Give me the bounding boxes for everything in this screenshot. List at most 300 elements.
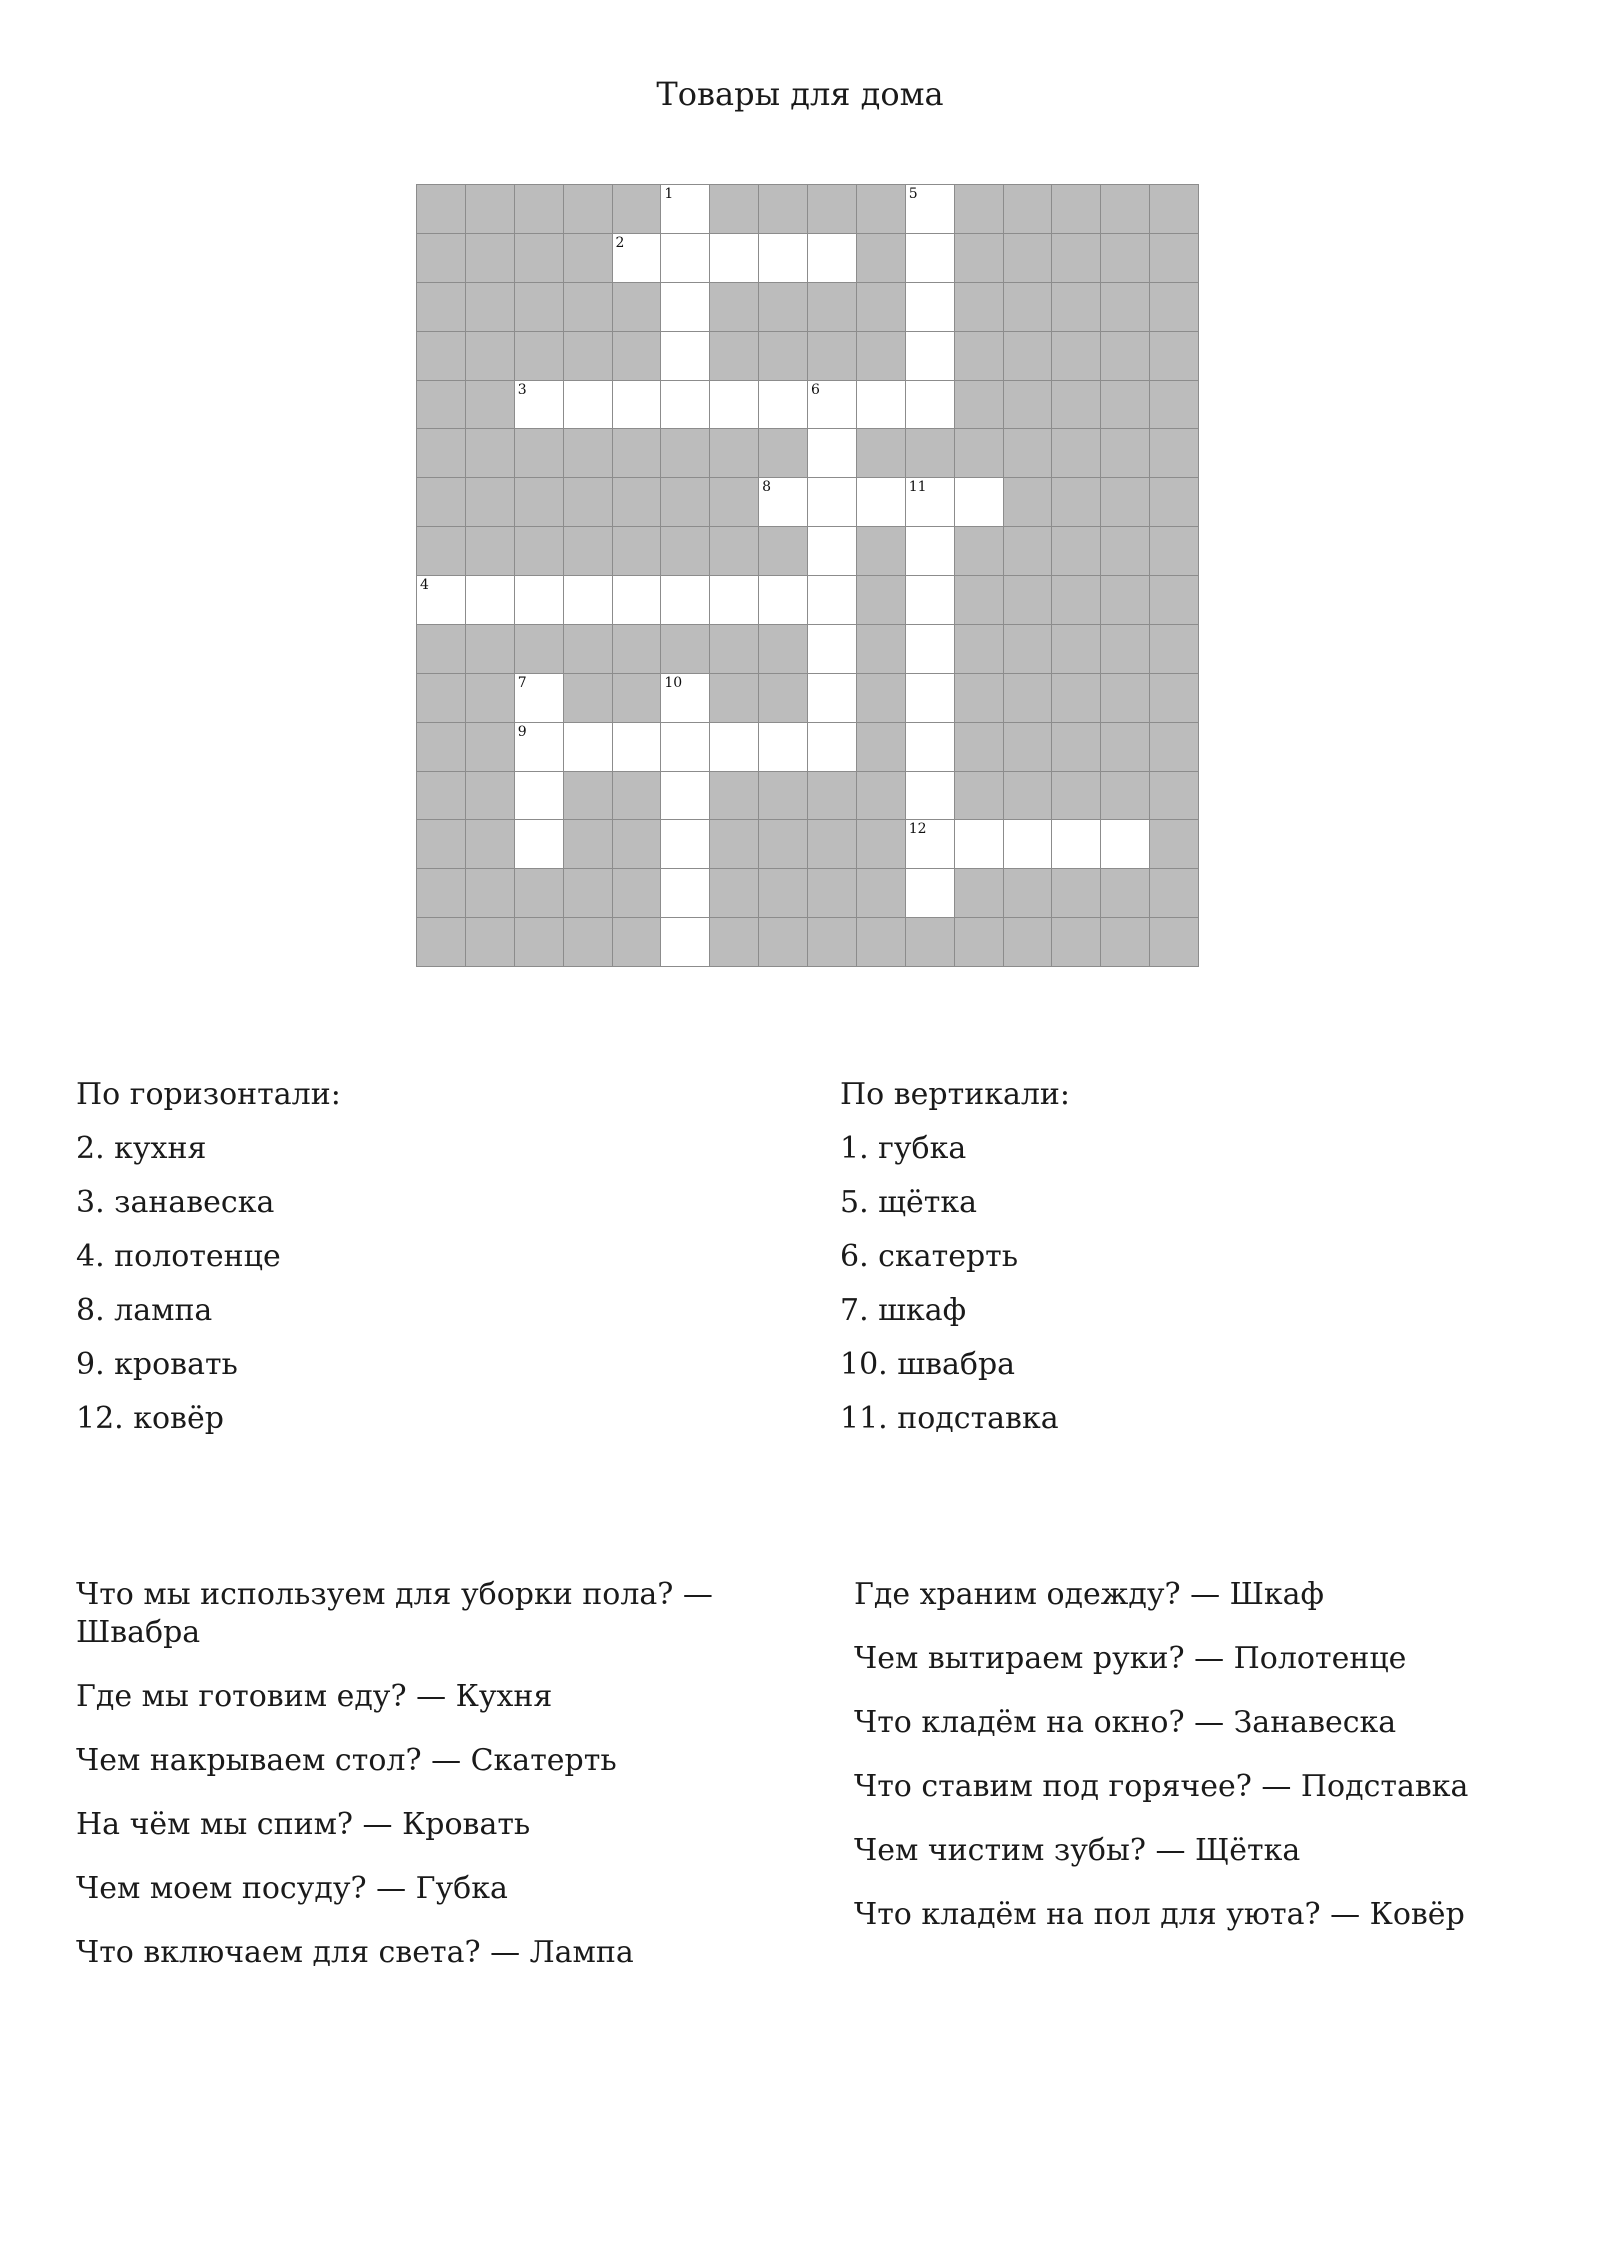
crossword-blocked-cell <box>955 429 1004 478</box>
crossword-blocked-cell <box>1101 918 1150 967</box>
crossword-blocked-cell <box>857 918 906 967</box>
crossword-blocked-cell <box>710 185 759 234</box>
crossword-cell[interactable] <box>808 527 857 576</box>
crossword-blocked-cell <box>1052 918 1101 967</box>
clue-number: 7 <box>517 674 527 691</box>
crossword-blocked-cell <box>857 576 906 625</box>
crossword-blocked-cell <box>955 674 1004 723</box>
crossword-cell[interactable] <box>955 820 1004 869</box>
crossword-blocked-cell <box>466 478 515 527</box>
crossword-blocked-cell <box>564 283 613 332</box>
crossword-cell[interactable] <box>515 381 564 430</box>
crossword-blocked-cell <box>759 332 808 381</box>
crossword-blocked-cell <box>857 820 906 869</box>
crossword-blocked-cell <box>613 478 662 527</box>
crossword-cell[interactable] <box>808 576 857 625</box>
crossword-blocked-cell <box>417 820 466 869</box>
crossword-cell[interactable] <box>613 576 662 625</box>
crossword-blocked-cell <box>1052 723 1101 772</box>
crossword-blocked-cell <box>1004 576 1053 625</box>
crossword-cell[interactable] <box>466 576 515 625</box>
crossword-blocked-cell <box>466 283 515 332</box>
crossword-blocked-cell <box>1101 576 1150 625</box>
crossword-cell[interactable] <box>906 381 955 430</box>
crossword-cell[interactable] <box>1052 820 1101 869</box>
crossword-blocked-cell <box>1150 527 1199 576</box>
crossword-blocked-cell <box>710 820 759 869</box>
crossword-cell[interactable] <box>661 332 710 381</box>
crossword-blocked-cell <box>1150 478 1199 527</box>
crossword-cell[interactable] <box>808 429 857 478</box>
crossword-cell[interactable] <box>759 381 808 430</box>
crossword-blocked-cell <box>857 772 906 821</box>
crossword-blocked-cell <box>808 185 857 234</box>
crossword-cell[interactable] <box>906 283 955 332</box>
crossword-cell[interactable] <box>1101 820 1150 869</box>
crossword-blocked-cell <box>466 674 515 723</box>
crossword-blocked-cell <box>417 772 466 821</box>
crossword-blocked-cell <box>1150 723 1199 772</box>
down-heading: По вертикали: <box>840 1077 1070 1112</box>
crossword-cell[interactable] <box>710 381 759 430</box>
crossword-blocked-cell <box>564 820 613 869</box>
crossword-cell[interactable] <box>661 185 710 234</box>
crossword-blocked-cell <box>564 674 613 723</box>
crossword-cell[interactable] <box>661 674 710 723</box>
crossword-cell[interactable] <box>808 723 857 772</box>
crossword-blocked-cell <box>1004 185 1053 234</box>
question-answer: Чем моем посуду? — Губка <box>76 1871 508 1906</box>
clue-number: 2 <box>615 234 625 251</box>
crossword-blocked-cell <box>515 429 564 478</box>
crossword-blocked-cell <box>466 332 515 381</box>
crossword-blocked-cell <box>1004 234 1053 283</box>
crossword-cell[interactable] <box>955 478 1004 527</box>
crossword-blocked-cell <box>613 625 662 674</box>
across-clue: 2. кухня <box>76 1131 207 1166</box>
crossword-cell[interactable] <box>515 820 564 869</box>
crossword-blocked-cell <box>759 918 808 967</box>
crossword-cell[interactable] <box>661 283 710 332</box>
clue-number: 11 <box>908 479 927 496</box>
crossword-blocked-cell <box>515 185 564 234</box>
questions-right <box>854 1576 1554 1960</box>
crossword-blocked-cell <box>417 381 466 430</box>
crossword-blocked-cell <box>417 185 466 234</box>
across-clue: 9. кровать <box>76 1347 238 1382</box>
crossword-cell[interactable] <box>564 576 613 625</box>
crossword-blocked-cell <box>1150 381 1199 430</box>
crossword-blocked-cell <box>564 234 613 283</box>
crossword-blocked-cell <box>710 429 759 478</box>
crossword-blocked-cell <box>1101 381 1150 430</box>
crossword-blocked-cell <box>1101 772 1150 821</box>
crossword-blocked-cell <box>515 625 564 674</box>
crossword-blocked-cell <box>466 820 515 869</box>
crossword-blocked-cell <box>955 625 1004 674</box>
crossword-blocked-cell <box>1150 283 1199 332</box>
crossword-blocked-cell <box>759 283 808 332</box>
crossword-blocked-cell <box>564 869 613 918</box>
crossword-cell[interactable] <box>564 381 613 430</box>
crossword-blocked-cell <box>564 772 613 821</box>
crossword-blocked-cell <box>1052 772 1101 821</box>
crossword-blocked-cell <box>955 723 1004 772</box>
crossword-blocked-cell <box>710 332 759 381</box>
crossword-blocked-cell <box>1052 576 1101 625</box>
crossword-blocked-cell <box>808 332 857 381</box>
crossword-blocked-cell <box>1052 381 1101 430</box>
crossword-cell[interactable] <box>613 234 662 283</box>
crossword-blocked-cell <box>710 869 759 918</box>
crossword-blocked-cell <box>417 869 466 918</box>
crossword-blocked-cell <box>710 527 759 576</box>
down-clue: 6. скатерть <box>840 1239 1019 1274</box>
crossword-blocked-cell <box>613 332 662 381</box>
crossword-blocked-cell <box>1150 772 1199 821</box>
crossword-cell[interactable] <box>759 234 808 283</box>
crossword-blocked-cell <box>1004 772 1053 821</box>
crossword-blocked-cell <box>1004 381 1053 430</box>
question-answer: Что кладём на окно? — Занавеска <box>854 1705 1397 1740</box>
crossword-blocked-cell <box>955 576 1004 625</box>
crossword-cell[interactable] <box>906 772 955 821</box>
crossword-blocked-cell <box>1150 869 1199 918</box>
crossword-blocked-cell <box>1004 674 1053 723</box>
crossword-blocked-cell <box>808 869 857 918</box>
crossword-blocked-cell <box>857 185 906 234</box>
crossword-grid <box>416 184 1199 967</box>
crossword-cell[interactable] <box>710 576 759 625</box>
crossword-blocked-cell <box>1052 674 1101 723</box>
crossword-blocked-cell <box>1101 332 1150 381</box>
crossword-blocked-cell <box>1052 527 1101 576</box>
crossword-blocked-cell <box>466 918 515 967</box>
crossword-blocked-cell <box>1101 527 1150 576</box>
crossword-cell[interactable] <box>759 478 808 527</box>
crossword-blocked-cell <box>515 869 564 918</box>
crossword-cell[interactable] <box>710 723 759 772</box>
crossword-blocked-cell <box>759 527 808 576</box>
crossword-blocked-cell <box>955 772 1004 821</box>
crossword-blocked-cell <box>857 283 906 332</box>
down-clue: 10. швабра <box>840 1347 1016 1382</box>
crossword-cell[interactable] <box>906 869 955 918</box>
crossword-blocked-cell <box>564 918 613 967</box>
crossword-cell[interactable] <box>661 869 710 918</box>
crossword-blocked-cell <box>564 185 613 234</box>
crossword-blocked-cell <box>1004 918 1053 967</box>
crossword-blocked-cell <box>613 674 662 723</box>
crossword-blocked-cell <box>417 527 466 576</box>
crossword-blocked-cell <box>466 185 515 234</box>
down-list <box>840 1122 1070 1446</box>
crossword-cell[interactable] <box>661 772 710 821</box>
crossword-blocked-cell <box>466 869 515 918</box>
crossword-blocked-cell <box>759 185 808 234</box>
crossword-cell[interactable] <box>759 723 808 772</box>
clue-number: 3 <box>517 381 527 398</box>
crossword-blocked-cell <box>417 478 466 527</box>
crossword-blocked-cell <box>1150 429 1199 478</box>
crossword-blocked-cell <box>1150 576 1199 625</box>
crossword-blocked-cell <box>759 820 808 869</box>
crossword-blocked-cell <box>613 869 662 918</box>
crossword-blocked-cell <box>710 918 759 967</box>
crossword-blocked-cell <box>857 332 906 381</box>
crossword-cell[interactable] <box>857 381 906 430</box>
crossword-blocked-cell <box>1101 429 1150 478</box>
crossword-cell[interactable] <box>661 234 710 283</box>
crossword-blocked-cell <box>466 625 515 674</box>
across-clue: 12. ковёр <box>76 1401 224 1436</box>
crossword-cell[interactable] <box>906 576 955 625</box>
crossword-cell[interactable] <box>906 478 955 527</box>
crossword-blocked-cell <box>1004 723 1053 772</box>
across-heading: По горизонтали: <box>76 1077 341 1112</box>
crossword-blocked-cell <box>955 283 1004 332</box>
question-answer: Что кладём на пол для уюта? — Ковёр <box>854 1897 1465 1932</box>
crossword-blocked-cell <box>466 429 515 478</box>
crossword-blocked-cell <box>955 332 1004 381</box>
crossword-cell[interactable] <box>613 723 662 772</box>
crossword-blocked-cell <box>857 527 906 576</box>
across-list <box>76 1122 341 1446</box>
question-answer: Чем чистим зубы? — Щётка <box>854 1833 1301 1868</box>
crossword-blocked-cell <box>613 772 662 821</box>
down-clue: 7. шкаф <box>840 1293 967 1328</box>
clue-number: 10 <box>664 674 683 691</box>
crossword-cell[interactable] <box>710 234 759 283</box>
crossword-blocked-cell <box>1101 869 1150 918</box>
crossword-blocked-cell <box>857 234 906 283</box>
crossword-blocked-cell <box>466 381 515 430</box>
clue-number: 4 <box>420 577 429 593</box>
crossword-blocked-cell <box>857 723 906 772</box>
crossword-blocked-cell <box>710 478 759 527</box>
crossword-blocked-cell <box>857 429 906 478</box>
crossword-blocked-cell <box>1101 723 1150 772</box>
crossword-blocked-cell <box>1052 234 1101 283</box>
crossword-blocked-cell <box>808 772 857 821</box>
crossword-blocked-cell <box>564 625 613 674</box>
down-clue: 1. губка <box>840 1131 967 1166</box>
crossword-cell[interactable] <box>613 381 662 430</box>
crossword-cell[interactable] <box>857 478 906 527</box>
crossword-cell[interactable] <box>759 576 808 625</box>
crossword-cell[interactable] <box>906 332 955 381</box>
crossword-blocked-cell <box>1004 527 1053 576</box>
crossword-cell[interactable] <box>661 918 710 967</box>
question-answer: Что мы используем для уборки пола? — Швабра <box>76 1577 713 1650</box>
crossword-blocked-cell <box>515 478 564 527</box>
crossword-blocked-cell <box>1150 332 1199 381</box>
crossword-blocked-cell <box>1101 625 1150 674</box>
crossword-blocked-cell <box>466 723 515 772</box>
crossword-blocked-cell <box>759 772 808 821</box>
crossword-blocked-cell <box>759 429 808 478</box>
crossword-blocked-cell <box>661 429 710 478</box>
crossword-blocked-cell <box>613 429 662 478</box>
crossword-blocked-cell <box>564 332 613 381</box>
crossword-blocked-cell <box>759 674 808 723</box>
question-answer: Где мы готовим еду? — Кухня <box>76 1679 553 1714</box>
crossword-cell[interactable] <box>906 674 955 723</box>
crossword-blocked-cell <box>1150 234 1199 283</box>
crossword-blocked-cell <box>466 234 515 283</box>
crossword-cell[interactable] <box>906 625 955 674</box>
across-clue: 8. лампа <box>76 1293 213 1328</box>
crossword-blocked-cell <box>1004 869 1053 918</box>
crossword-blocked-cell <box>515 332 564 381</box>
crossword-blocked-cell <box>808 820 857 869</box>
crossword-blocked-cell <box>710 772 759 821</box>
crossword-blocked-cell <box>1101 478 1150 527</box>
crossword-blocked-cell <box>613 185 662 234</box>
crossword-cell[interactable] <box>515 576 564 625</box>
crossword-blocked-cell <box>1101 283 1150 332</box>
crossword-blocked-cell <box>1052 625 1101 674</box>
crossword-blocked-cell <box>1004 429 1053 478</box>
crossword-blocked-cell <box>613 527 662 576</box>
crossword-blocked-cell <box>1101 234 1150 283</box>
crossword-blocked-cell <box>613 820 662 869</box>
crossword-cell[interactable] <box>417 576 466 625</box>
down-clue: 11. подставка <box>840 1401 1059 1436</box>
crossword-cell[interactable] <box>906 527 955 576</box>
crossword-blocked-cell <box>955 185 1004 234</box>
crossword-blocked-cell <box>564 527 613 576</box>
crossword-blocked-cell <box>417 625 466 674</box>
crossword-cell[interactable] <box>906 234 955 283</box>
crossword-blocked-cell <box>1004 478 1053 527</box>
crossword-cell[interactable] <box>906 723 955 772</box>
crossword-blocked-cell <box>515 527 564 576</box>
crossword-blocked-cell <box>661 478 710 527</box>
question-answer: Чем накрываем стол? — Скатерть <box>76 1743 617 1778</box>
crossword-blocked-cell <box>466 772 515 821</box>
across-clue: 3. занавеска <box>76 1185 275 1220</box>
down-clues <box>840 1068 1070 1446</box>
crossword-cell[interactable] <box>808 478 857 527</box>
crossword-blocked-cell <box>661 625 710 674</box>
crossword-blocked-cell <box>1052 332 1101 381</box>
crossword-cell[interactable] <box>515 723 564 772</box>
crossword-blocked-cell <box>613 918 662 967</box>
crossword-blocked-cell <box>857 869 906 918</box>
clue-number: 6 <box>811 381 820 398</box>
crossword-cell[interactable] <box>661 381 710 430</box>
crossword-cell[interactable] <box>808 625 857 674</box>
crossword-blocked-cell <box>759 869 808 918</box>
question-answer: Что включаем для света? — Лампа <box>76 1935 634 1970</box>
clue-number: 8 <box>762 479 772 496</box>
crossword-blocked-cell <box>857 625 906 674</box>
clue-number: 12 <box>908 821 927 838</box>
crossword-blocked-cell <box>1150 674 1199 723</box>
crossword-blocked-cell <box>417 283 466 332</box>
crossword-blocked-cell <box>661 527 710 576</box>
crossword-blocked-cell <box>613 283 662 332</box>
crossword-blocked-cell <box>417 674 466 723</box>
crossword-blocked-cell <box>417 234 466 283</box>
crossword-blocked-cell <box>710 283 759 332</box>
crossword-blocked-cell <box>1150 820 1199 869</box>
crossword-cell[interactable] <box>808 674 857 723</box>
questions-left <box>76 1576 796 1998</box>
crossword-blocked-cell <box>955 381 1004 430</box>
question-answer: Чем вытираем руки? — Полотенце <box>854 1641 1407 1676</box>
crossword-blocked-cell <box>1052 429 1101 478</box>
crossword-cell[interactable] <box>808 381 857 430</box>
crossword-cell[interactable] <box>515 772 564 821</box>
crossword-blocked-cell <box>1101 185 1150 234</box>
crossword-cell[interactable] <box>661 723 710 772</box>
crossword-blocked-cell <box>906 918 955 967</box>
question-answer: На чём мы спим? — Кровать <box>76 1807 531 1842</box>
crossword-cell[interactable] <box>906 185 955 234</box>
crossword-cell[interactable] <box>515 674 564 723</box>
crossword-blocked-cell <box>564 429 613 478</box>
crossword-blocked-cell <box>710 674 759 723</box>
crossword-blocked-cell <box>1052 283 1101 332</box>
crossword-blocked-cell <box>417 723 466 772</box>
clue-number: 1 <box>664 186 674 202</box>
crossword-blocked-cell <box>515 234 564 283</box>
crossword-blocked-cell <box>955 234 1004 283</box>
crossword-blocked-cell <box>515 918 564 967</box>
crossword-cell[interactable] <box>1004 820 1053 869</box>
crossword-blocked-cell <box>906 429 955 478</box>
question-answer: Где храним одежду? — Шкаф <box>854 1577 1325 1612</box>
crossword-blocked-cell <box>710 625 759 674</box>
crossword-blocked-cell <box>1004 283 1053 332</box>
crossword-blocked-cell <box>808 283 857 332</box>
clue-number: 9 <box>517 723 527 740</box>
crossword-blocked-cell <box>808 918 857 967</box>
crossword-blocked-cell <box>1052 869 1101 918</box>
crossword-cell[interactable] <box>808 234 857 283</box>
crossword-blocked-cell <box>955 918 1004 967</box>
crossword-blocked-cell <box>1052 478 1101 527</box>
crossword-blocked-cell <box>1004 625 1053 674</box>
page-title: Товары для дома <box>656 75 944 113</box>
crossword-blocked-cell <box>1004 332 1053 381</box>
crossword-blocked-cell <box>1052 185 1101 234</box>
crossword-blocked-cell <box>564 478 613 527</box>
crossword-blocked-cell <box>1150 625 1199 674</box>
crossword-blocked-cell <box>466 527 515 576</box>
crossword-cell[interactable] <box>661 576 710 625</box>
crossword-blocked-cell <box>1150 918 1199 967</box>
crossword-blocked-cell <box>857 674 906 723</box>
crossword-cell[interactable] <box>564 723 613 772</box>
crossword-blocked-cell <box>515 283 564 332</box>
crossword-blocked-cell <box>1150 185 1199 234</box>
crossword-cell[interactable] <box>661 820 710 869</box>
across-clues <box>76 1068 341 1446</box>
crossword-blocked-cell <box>417 332 466 381</box>
crossword-blocked-cell <box>1101 674 1150 723</box>
across-clue: 4. полотенце <box>76 1239 281 1274</box>
clue-number: 5 <box>908 186 918 202</box>
crossword-blocked-cell <box>955 527 1004 576</box>
crossword-blocked-cell <box>417 429 466 478</box>
crossword-cell[interactable] <box>906 820 955 869</box>
crossword-blocked-cell <box>955 869 1004 918</box>
down-clue: 5. щётка <box>840 1185 978 1220</box>
crossword-blocked-cell <box>417 918 466 967</box>
